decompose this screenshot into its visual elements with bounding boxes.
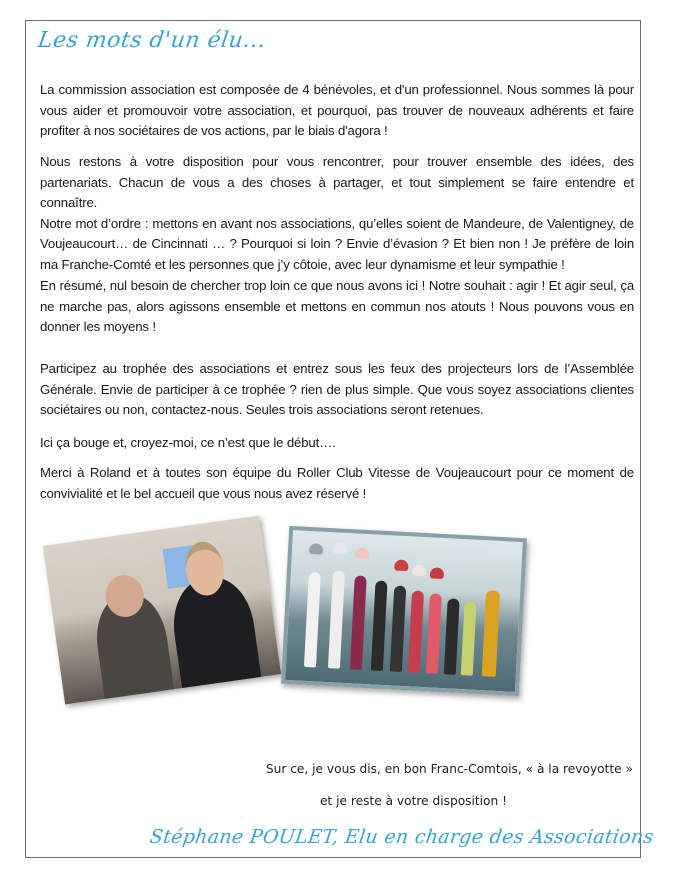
skater (444, 598, 460, 675)
skater (461, 601, 477, 676)
skater (371, 580, 388, 671)
paragraph-ici-ca-bouge: Ici ça bouge et, croyez-moi, ce n’est que le début…. (40, 435, 336, 450)
closing-line-2: et je reste à votre disposition ! (319, 794, 507, 808)
page-title: Les mots d'un élu... (36, 28, 268, 53)
photo-roller-skaters (281, 526, 527, 696)
skater (408, 590, 424, 673)
paragraph-mot-ordre: Notre mot d’ordre : mettons en avant nos associations, qu’elles soient de Mandeure, de Valentigney, de Voujeaucourt… de Cincinnati … ? Pourquoi si loin ? Envie d’évasion ? Et bien non ! Je préfère de loin ma Franche-Comté et les personnes que j’y côtoie, avec leur dynamisme et leur sympathie ! (40, 215, 634, 272)
helmet (333, 542, 348, 554)
helmet (355, 547, 370, 559)
skater (350, 575, 367, 669)
paragraph-disposition (40, 152, 634, 275)
skater (304, 572, 321, 667)
helmet (394, 559, 409, 571)
skater (426, 593, 442, 674)
skater (328, 570, 345, 668)
paragraph-merci: Merci à Roland et à toutes son équipe du Roller Club Vitesse de Voujeaucourt pour ce moment de convivialité et le bel accueil que vous nous avez réservé ! (40, 465, 634, 501)
coach (482, 590, 500, 677)
skater (390, 585, 406, 672)
closing-line-1: Sur ce, je vous dis, en bon Franc-Comtois, « à la revoyotte » (265, 762, 633, 776)
paragraph-trophee: Participez au trophée des associations et entrez sous les feux des projecteurs lors de l’Assemblée Générale. Envie de participer à ce trophée ? rien de plus simple. Que vous soyez associations clientes sociétaires ou non, contactez-nous. Seules trois associations seront retenues. (40, 361, 634, 417)
paragraph-resume: En résumé, nul besoin de chercher trop loin ce que nous avons ici ! Notre souhait : agir ! Et agir seul, ça ne marche pas, alors agissons ensemble et mettons en commun nos atouts ! Nous pouvons vous en donner les moyens ! (40, 278, 634, 334)
helmet (430, 567, 445, 579)
helmet (412, 564, 427, 576)
signature: Stéphane POULET, Elu en charge des Associations (148, 826, 656, 848)
helmet (309, 543, 324, 555)
paragraph-commission: La commission association est composée de 4 bénévoles, et d'un professionnel. Nous sommes là pour vous aider et promouvoir votre association, et pourquoi, pas trouver de nouveaux adhérents et faire profiter à nos sociétaires de vos actions, par le biais d'agora ! (40, 82, 634, 138)
paragraph-disposition-text: Nous restons à votre disposition pour vous rencontrer, pour trouver ensemble des idées, des partenariats. Chacun de vous a des choses à partager, et tout simplement se faire entendre et connaître. (40, 154, 634, 210)
photo-two-people (43, 516, 281, 705)
